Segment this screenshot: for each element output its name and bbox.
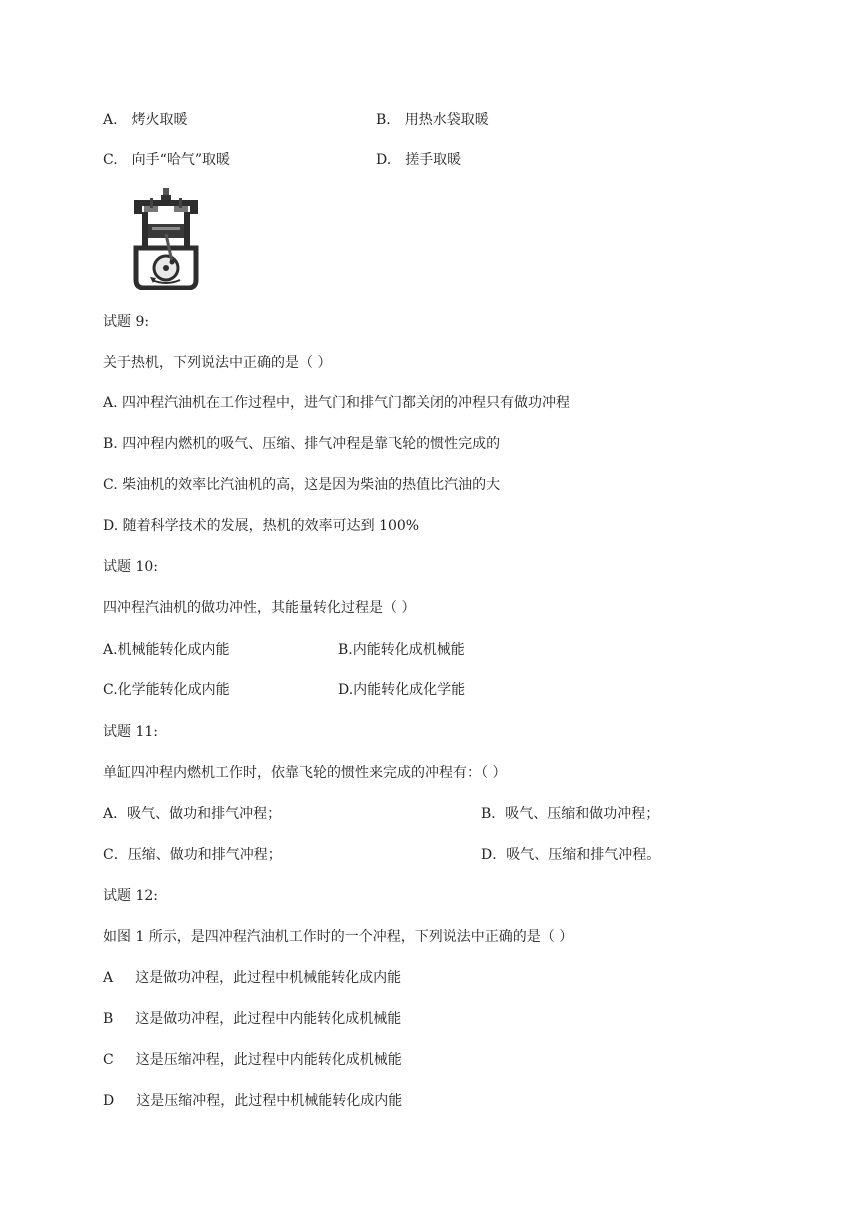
q12-option-c — [103, 1050, 402, 1070]
q8-option-b-label: B. — [376, 112, 391, 128]
q8-option-d-label: D. — [376, 152, 392, 168]
q11-option-d: D．吸气、压缩和排气冲程。 — [481, 847, 661, 863]
q12-option-b-label: B — [103, 1011, 114, 1027]
q11-option-c: C．压缩、做功和排气冲程； — [103, 847, 282, 863]
q12-option-c-label: C — [103, 1052, 114, 1068]
q12-option-b — [103, 1009, 401, 1029]
q9-stem: 关于热机，下列说法中正确的是（ ） — [103, 355, 332, 371]
engine-cylinder-figure — [128, 188, 204, 290]
q8-option-c — [103, 150, 230, 170]
q11-option-b: B．吸气、压缩和做功冲程； — [481, 806, 660, 822]
q9-option-c: C. 柴油机的效率比汽油机的高，这是因为柴油的热值比汽油的大 — [103, 477, 501, 493]
q11-title: 试题 11: — [103, 724, 158, 740]
q10-option-c: C.化学能转化成内能 — [103, 682, 230, 698]
q12-option-d — [103, 1091, 402, 1111]
q12-option-d-text: 这是压缩冲程，此过程中机械能转化成内能 — [136, 1093, 403, 1109]
q12-option-a — [103, 968, 401, 988]
q8-option-d — [376, 150, 461, 170]
q12-option-a-text: 这是做功冲程，此过程中机械能转化成内能 — [135, 970, 402, 986]
q8-option-a — [103, 110, 188, 130]
q8-option-a-text: 烤火取暖 — [131, 112, 188, 128]
q8-option-a-label: A. — [103, 112, 118, 128]
q8-option-b — [376, 110, 489, 130]
q12-option-b-text: 这是做功冲程，此过程中内能转化成机械能 — [135, 1011, 402, 1027]
q9-title: 试题 9: — [103, 314, 150, 330]
q8-option-b-text: 用热水袋取暖 — [404, 112, 489, 128]
q10-title: 试题 10: — [103, 559, 158, 575]
q10-option-b: B.内能转化成机械能 — [338, 642, 465, 658]
q11-stem: 单缸四冲程内燃机工作时，依靠飞轮的惯性来完成的冲程有：（ ） — [103, 765, 507, 781]
q12-option-d-label: D — [103, 1093, 115, 1109]
q8-option-d-text: 搓手取暖 — [405, 152, 462, 168]
q12-option-c-text: 这是压缩冲程，此过程中内能转化成机械能 — [135, 1052, 402, 1068]
q12-stem: 如图 1 所示，是四冲程汽油机工作时的一个冲程，下列说法中正确的是（ ） — [103, 929, 574, 945]
q8-option-c-text: 向手“哈气”取暖 — [131, 152, 230, 168]
q9-option-b: B. 四冲程内燃机的吸气、压缩、排气冲程是靠飞轮的惯性完成的 — [103, 436, 501, 452]
q12-title: 试题 12: — [103, 888, 158, 904]
q10-option-a: A.机械能转化成内能 — [103, 642, 230, 658]
q8-option-c-label: C. — [103, 152, 118, 168]
q10-option-d: D.内能转化成化学能 — [338, 682, 466, 698]
q9-option-a: A. 四冲程汽油机在工作过程中，进气门和排气门都关闭的冲程只有做功冲程 — [103, 395, 571, 411]
q10-stem: 四冲程汽油机的做功冲性，其能量转化过程是（ ） — [103, 600, 416, 616]
q12-option-a-label: A — [103, 970, 114, 986]
q11-option-a: A．吸气、做功和排气冲程； — [103, 806, 282, 822]
q9-option-d: D. 随着科学技术的发展，热机的效率可达到 100% — [103, 518, 420, 534]
